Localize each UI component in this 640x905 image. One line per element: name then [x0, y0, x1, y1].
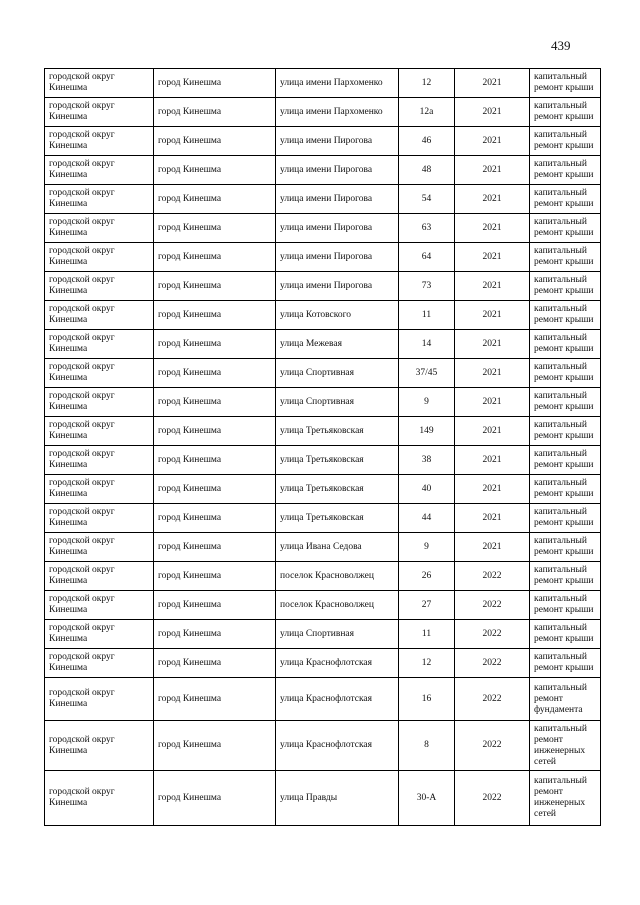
- street-cell: улица Краснофлотская: [276, 678, 399, 721]
- street-cell: улица имени Пирогова: [276, 185, 399, 214]
- town-cell: город Кинешма: [154, 533, 276, 562]
- work-type-cell: капитальный ремонт крыши: [530, 591, 601, 620]
- year-cell: 2021: [455, 98, 530, 127]
- town-cell: город Кинешма: [154, 417, 276, 446]
- district-cell: городской округ Кинешма: [45, 475, 154, 504]
- street-cell: улица Краснофлотская: [276, 721, 399, 771]
- table-row: [45, 388, 601, 417]
- work-type-cell: капитальный ремонт крыши: [530, 475, 601, 504]
- street-cell: улица Спортивная: [276, 620, 399, 649]
- house-number-cell: 12а: [399, 98, 455, 127]
- town-cell: город Кинешма: [154, 185, 276, 214]
- district-cell: городской округ Кинешма: [45, 127, 154, 156]
- town-cell: город Кинешма: [154, 620, 276, 649]
- year-cell: 2021: [455, 504, 530, 533]
- house-number-cell: 8: [399, 721, 455, 771]
- district-cell: городской округ Кинешма: [45, 533, 154, 562]
- district-cell: городской округ Кинешма: [45, 243, 154, 272]
- house-number-cell: 12: [399, 649, 455, 678]
- house-number-cell: 9: [399, 533, 455, 562]
- house-number-cell: 11: [399, 301, 455, 330]
- house-number-cell: 37/45: [399, 359, 455, 388]
- year-cell: 2022: [455, 771, 530, 826]
- year-cell: 2021: [455, 214, 530, 243]
- table-row: [45, 721, 601, 771]
- house-number-cell: 54: [399, 185, 455, 214]
- town-cell: город Кинешма: [154, 591, 276, 620]
- table-row: [45, 678, 601, 721]
- town-cell: город Кинешма: [154, 771, 276, 826]
- district-cell: городской округ Кинешма: [45, 388, 154, 417]
- table-row: [45, 69, 601, 98]
- town-cell: город Кинешма: [154, 359, 276, 388]
- work-type-cell: капитальный ремонт крыши: [530, 243, 601, 272]
- town-cell: город Кинешма: [154, 504, 276, 533]
- table-row: [45, 243, 601, 272]
- work-type-cell: капитальный ремонт крыши: [530, 69, 601, 98]
- work-type-cell: капитальный ремонт крыши: [530, 388, 601, 417]
- work-type-cell: капитальный ремонт крыши: [530, 446, 601, 475]
- street-cell: улица имени Пархоменко: [276, 98, 399, 127]
- street-cell: улица Третьяковская: [276, 417, 399, 446]
- district-cell: городской округ Кинешма: [45, 649, 154, 678]
- district-cell: городской округ Кинешма: [45, 301, 154, 330]
- year-cell: 2021: [455, 446, 530, 475]
- work-type-cell: капитальный ремонт крыши: [530, 272, 601, 301]
- house-number-cell: 46: [399, 127, 455, 156]
- district-cell: городской округ Кинешма: [45, 678, 154, 721]
- table-row: [45, 771, 601, 826]
- street-cell: улица имени Пархоменко: [276, 69, 399, 98]
- house-number-cell: 149: [399, 417, 455, 446]
- house-number-cell: 73: [399, 272, 455, 301]
- district-cell: городской округ Кинешма: [45, 330, 154, 359]
- district-cell: городской округ Кинешма: [45, 620, 154, 649]
- table-row: [45, 214, 601, 243]
- table-row: [45, 446, 601, 475]
- street-cell: улица Ивана Седова: [276, 533, 399, 562]
- house-number-cell: 9: [399, 388, 455, 417]
- street-cell: улица Третьяковская: [276, 475, 399, 504]
- year-cell: 2021: [455, 417, 530, 446]
- year-cell: 2022: [455, 591, 530, 620]
- year-cell: 2021: [455, 69, 530, 98]
- house-number-cell: 14: [399, 330, 455, 359]
- year-cell: 2021: [455, 185, 530, 214]
- work-type-cell: капитальный ремонт крыши: [530, 185, 601, 214]
- house-number-cell: 40: [399, 475, 455, 504]
- town-cell: город Кинешма: [154, 678, 276, 721]
- work-type-cell: капитальный ремонт крыши: [530, 98, 601, 127]
- year-cell: 2022: [455, 721, 530, 771]
- work-type-cell: капитальный ремонт крыши: [530, 649, 601, 678]
- table-row: [45, 533, 601, 562]
- district-cell: городской округ Кинешма: [45, 98, 154, 127]
- house-number-cell: 44: [399, 504, 455, 533]
- town-cell: город Кинешма: [154, 127, 276, 156]
- town-cell: город Кинешма: [154, 301, 276, 330]
- year-cell: 2022: [455, 562, 530, 591]
- table-row: [45, 591, 601, 620]
- house-number-cell: 16: [399, 678, 455, 721]
- town-cell: город Кинешма: [154, 562, 276, 591]
- work-type-cell: капитальный ремонт крыши: [530, 504, 601, 533]
- table-row: [45, 330, 601, 359]
- street-cell: поселок Красноволжец: [276, 591, 399, 620]
- year-cell: 2022: [455, 649, 530, 678]
- house-number-cell: 27: [399, 591, 455, 620]
- work-type-cell: капитальный ремонт крыши: [530, 417, 601, 446]
- town-cell: город Кинешма: [154, 649, 276, 678]
- district-cell: городской округ Кинешма: [45, 591, 154, 620]
- district-cell: городской округ Кинешма: [45, 185, 154, 214]
- district-cell: городской округ Кинешма: [45, 156, 154, 185]
- table-row: [45, 359, 601, 388]
- year-cell: 2021: [455, 388, 530, 417]
- house-number-cell: 30-А: [399, 771, 455, 826]
- street-cell: улица имени Пирогова: [276, 127, 399, 156]
- street-cell: улица Спортивная: [276, 359, 399, 388]
- year-cell: 2021: [455, 330, 530, 359]
- street-cell: улица Краснофлотская: [276, 649, 399, 678]
- table-row: [45, 127, 601, 156]
- work-type-cell: капитальный ремонт инженерных сетей: [530, 721, 601, 771]
- street-cell: улица Котовского: [276, 301, 399, 330]
- town-cell: город Кинешма: [154, 98, 276, 127]
- district-cell: городской округ Кинешма: [45, 272, 154, 301]
- district-cell: городской округ Кинешма: [45, 504, 154, 533]
- street-cell: улица Межевая: [276, 330, 399, 359]
- year-cell: 2021: [455, 156, 530, 185]
- work-type-cell: капитальный ремонт крыши: [530, 562, 601, 591]
- house-number-cell: 38: [399, 446, 455, 475]
- work-type-cell: капитальный ремонт фундамента: [530, 678, 601, 721]
- street-cell: улица Третьяковская: [276, 446, 399, 475]
- work-type-cell: капитальный ремонт крыши: [530, 533, 601, 562]
- work-type-cell: капитальный ремонт крыши: [530, 127, 601, 156]
- table-row: [45, 504, 601, 533]
- table-row: [45, 272, 601, 301]
- street-cell: улица Третьяковская: [276, 504, 399, 533]
- year-cell: 2021: [455, 243, 530, 272]
- table-row: [45, 301, 601, 330]
- town-cell: город Кинешма: [154, 243, 276, 272]
- house-number-cell: 11: [399, 620, 455, 649]
- house-number-cell: 48: [399, 156, 455, 185]
- table-row: [45, 562, 601, 591]
- house-number-cell: 26: [399, 562, 455, 591]
- town-cell: город Кинешма: [154, 475, 276, 504]
- district-cell: городской округ Кинешма: [45, 417, 154, 446]
- year-cell: 2021: [455, 359, 530, 388]
- town-cell: город Кинешма: [154, 272, 276, 301]
- street-cell: улица имени Пирогова: [276, 272, 399, 301]
- town-cell: город Кинешма: [154, 214, 276, 243]
- town-cell: город Кинешма: [154, 330, 276, 359]
- year-cell: 2021: [455, 272, 530, 301]
- town-cell: город Кинешма: [154, 388, 276, 417]
- street-cell: улица имени Пирогова: [276, 243, 399, 272]
- town-cell: город Кинешма: [154, 69, 276, 98]
- district-cell: городской округ Кинешма: [45, 359, 154, 388]
- table-row: [45, 475, 601, 504]
- district-cell: городской округ Кинешма: [45, 446, 154, 475]
- town-cell: город Кинешма: [154, 156, 276, 185]
- district-cell: городской округ Кинешма: [45, 721, 154, 771]
- table-row: [45, 620, 601, 649]
- district-cell: городской округ Кинешма: [45, 562, 154, 591]
- district-cell: городской округ Кинешма: [45, 771, 154, 826]
- town-cell: город Кинешма: [154, 446, 276, 475]
- district-cell: городской округ Кинешма: [45, 214, 154, 243]
- street-cell: поселок Красноволжец: [276, 562, 399, 591]
- table-row: [45, 417, 601, 446]
- work-type-cell: капитальный ремонт крыши: [530, 156, 601, 185]
- table-row: [45, 649, 601, 678]
- street-cell: улица имени Пирогова: [276, 156, 399, 185]
- year-cell: 2021: [455, 127, 530, 156]
- page-number: 439: [551, 38, 571, 53]
- house-number-cell: 12: [399, 69, 455, 98]
- work-type-cell: капитальный ремонт крыши: [530, 620, 601, 649]
- year-cell: 2021: [455, 533, 530, 562]
- street-cell: улица имени Пирогова: [276, 214, 399, 243]
- work-type-cell: капитальный ремонт крыши: [530, 214, 601, 243]
- table-row: [45, 98, 601, 127]
- year-cell: 2021: [455, 301, 530, 330]
- repair-schedule-table: [44, 68, 601, 826]
- year-cell: 2022: [455, 678, 530, 721]
- table-row: [45, 185, 601, 214]
- table-row: [45, 156, 601, 185]
- work-type-cell: капитальный ремонт инженерных сетей: [530, 771, 601, 826]
- district-cell: городской округ Кинешма: [45, 69, 154, 98]
- work-type-cell: капитальный ремонт крыши: [530, 301, 601, 330]
- year-cell: 2021: [455, 475, 530, 504]
- house-number-cell: 64: [399, 243, 455, 272]
- year-cell: 2022: [455, 620, 530, 649]
- street-cell: улица Спортивная: [276, 388, 399, 417]
- street-cell: улица Правды: [276, 771, 399, 826]
- work-type-cell: капитальный ремонт крыши: [530, 330, 601, 359]
- town-cell: город Кинешма: [154, 721, 276, 771]
- house-number-cell: 63: [399, 214, 455, 243]
- work-type-cell: капитальный ремонт крыши: [530, 359, 601, 388]
